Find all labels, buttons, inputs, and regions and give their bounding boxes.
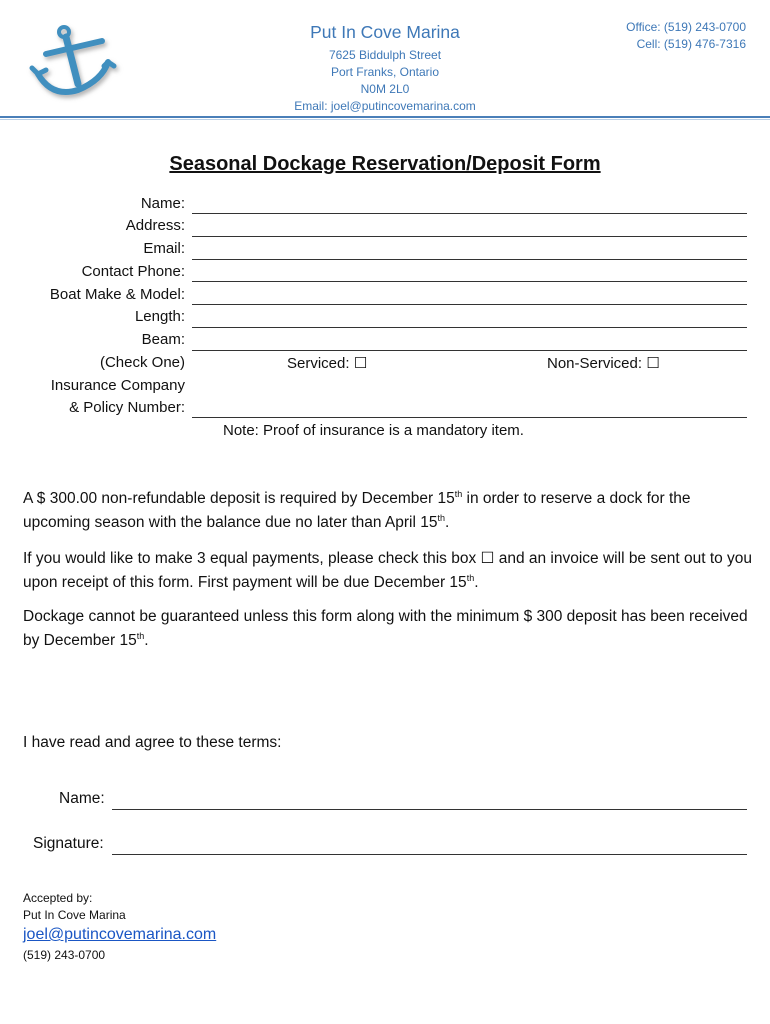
phone-label: Contact Phone: — [81, 263, 185, 280]
check-one-label: (Check One) — [99, 354, 185, 371]
agree-name-field[interactable] — [112, 809, 747, 810]
email-label: Email: — [143, 240, 185, 257]
agreement-statement: I have read and agree to these terms: — [23, 734, 282, 751]
name-field[interactable] — [192, 213, 747, 214]
address-label: Address: — [125, 217, 185, 234]
signature-field[interactable] — [112, 854, 747, 855]
boat-field[interactable] — [192, 304, 747, 305]
address-email: Email: joel@putincovemarina.com — [294, 99, 476, 113]
non-serviced-label: Non-Serviced: — [547, 355, 643, 372]
insurance-label-line2: & Policy Number: — [69, 399, 185, 416]
address-street: 7625 Biddulph Street — [328, 48, 442, 62]
superscript: th — [466, 572, 475, 583]
guarantee-paragraph — [23, 605, 753, 653]
insurance-note: Note: Proof of insurance is a mandatory item. — [223, 422, 524, 439]
agree-name-label: Name: — [59, 790, 105, 807]
length-label: Length: — [134, 308, 185, 325]
period: . — [474, 574, 479, 591]
phone-field[interactable] — [192, 281, 747, 282]
non-serviced-checkbox[interactable]: ☐ — [646, 355, 660, 372]
company-name: Put In Cove Marina — [310, 22, 460, 42]
length-field[interactable] — [192, 327, 747, 328]
payments-text-cont: and an invoice will be sent out to you upon receipt of this form. First payment will be due December 15 — [23, 550, 753, 591]
deposit-text: A $ 300.00 non-refundable deposit is required by December 15 — [23, 490, 455, 507]
period: . — [144, 632, 149, 649]
name-label: Name: — [140, 195, 185, 212]
boat-label: Boat Make & Model: — [49, 286, 185, 303]
deposit-text-cont: in order to reserve a dock for the upcoming season with the balance due no later than April 15 — [23, 490, 691, 531]
non-serviced-option[interactable] — [547, 354, 660, 372]
address-postal: N0M 2L0 — [360, 82, 410, 96]
period: . — [445, 514, 450, 531]
payments-paragraph — [23, 547, 753, 595]
footer-company: Put In Cove Marina — [23, 908, 126, 922]
insurance-field[interactable] — [192, 417, 747, 418]
superscript: th — [454, 488, 463, 499]
beam-field[interactable] — [192, 350, 747, 351]
address-field[interactable] — [192, 236, 747, 237]
serviced-option[interactable] — [287, 354, 367, 372]
deposit-paragraph — [23, 487, 753, 535]
payments-text: If you would like to make 3 equal payments, please check this box — [23, 550, 481, 567]
form-title: Seasonal Dockage Reservation/Deposit Form — [169, 153, 601, 175]
office-phone: Office: (519) 243-0700 — [626, 20, 746, 34]
header-divider-light — [0, 119, 770, 120]
guarantee-text: Dockage cannot be guaranteed unless this form along with the minimum $ 300 deposit has been received by December 15 — [23, 608, 748, 649]
footer-email-link[interactable]: joel@putincovemarina.com — [23, 926, 217, 943]
header-divider — [0, 116, 770, 118]
beam-label: Beam: — [141, 331, 185, 348]
serviced-checkbox[interactable]: ☐ — [353, 355, 368, 372]
accepted-by-label: Accepted by: — [23, 891, 93, 905]
address-city: Port Franks, Ontario — [330, 65, 440, 79]
email-field[interactable] — [192, 259, 747, 260]
superscript: th — [136, 630, 145, 641]
serviced-label: Serviced: — [287, 355, 350, 372]
installment-checkbox[interactable]: ☐ — [480, 550, 495, 567]
footer-phone: (519) 243-0700 — [23, 948, 106, 962]
superscript: th — [437, 512, 445, 523]
insurance-label-line1: Insurance Company — [50, 377, 185, 394]
signature-label: Signature: — [33, 835, 104, 852]
anchor-logo-icon — [18, 22, 126, 108]
cell-phone: Cell: (519) 476-7316 — [636, 37, 746, 51]
